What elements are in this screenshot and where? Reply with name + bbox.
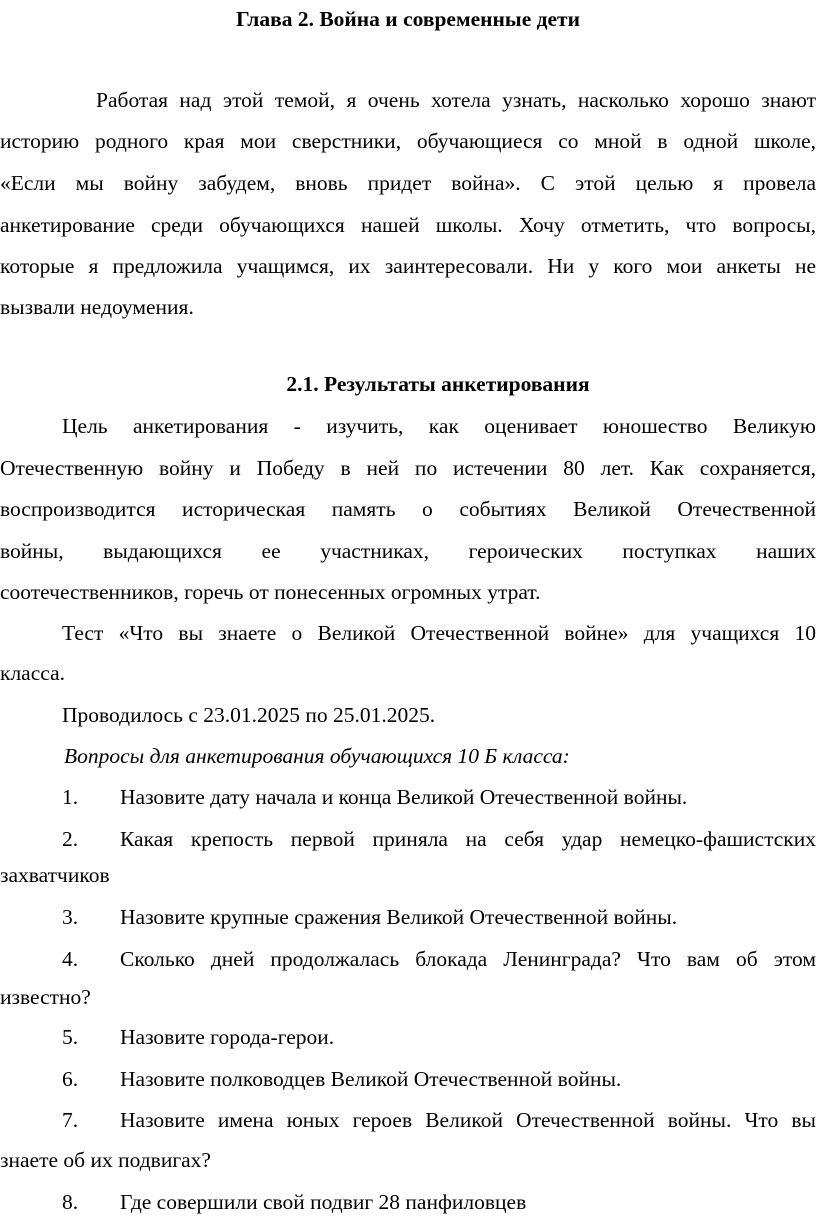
goal-line: Цель анкетирования - изучить, как оценивает юношество Великую	[62, 414, 816, 438]
question-text: Назовите имена юных героев Великой Отечественной войны. Что вы	[120, 1108, 816, 1132]
intro-line: историю родного края мои сверстники, обучающиеся со мной в одной школе,	[0, 129, 816, 153]
goal-line: соотечественников, горечь от понесенных огромных утрат.	[0, 580, 541, 604]
question-number: 4.	[62, 947, 79, 971]
survey-dates: Проводилось с 23.01.2025 по 25.01.2025.	[62, 703, 436, 727]
question-text: Сколько дней продолжалась блокада Ленинграда? Что вам об этом	[120, 947, 816, 971]
intro-line: «Если мы войну забудем, вновь придет война». С этой целью я провела	[0, 171, 816, 195]
question-number: 3.	[62, 905, 79, 929]
question-text: Назовите города-герои.	[120, 1025, 335, 1049]
question-number: 7.	[62, 1108, 79, 1132]
goal-line: воспроизводится историческая память о событиях Великой Отечественной	[0, 497, 816, 521]
question-text: Какая крепость первой приняла на себя удар немецко-фашистских	[120, 827, 816, 851]
intro-line: которые я предложила учащимся, их заинтересовали. Ни у кого мои анкеты не	[0, 254, 816, 278]
intro-line: вызвали недоумения.	[0, 295, 194, 319]
intro-line: Работая над этой темой, я очень хотела узнать, насколько хорошо знают	[96, 88, 816, 112]
chapter-title: Глава 2. Война и современные дети	[236, 7, 580, 31]
question-number: 6.	[62, 1067, 79, 1091]
question-text: Назовите полководцев Великой Отечественной войны.	[120, 1067, 622, 1091]
test-line: класса.	[0, 661, 65, 685]
section-title: 2.1. Результаты анкетирования	[286, 372, 590, 396]
question-text: Назовите дату начала и конца Великой Отечественной войны.	[120, 785, 688, 809]
questions-heading: Вопросы для анкетирования обучающихся 10 Б класса:	[64, 744, 570, 768]
test-line: Тест «Что вы знаете о Великой Отечественной войне» для учащихся 10	[62, 621, 816, 645]
question-number: 1.	[62, 785, 79, 809]
question-number: 2.	[62, 827, 79, 851]
question-number: 5.	[62, 1025, 79, 1049]
question-text-continued: захватчиков	[0, 863, 110, 887]
goal-line: Отечественную войну и Победу в ней по истечении 80 лет. Как сохраняется,	[0, 456, 816, 480]
question-text: Где совершили свой подвиг 28 панфиловцев	[120, 1190, 527, 1214]
goal-line: войны, выдающихся ее участниках, героических поступках наших	[0, 539, 816, 563]
question-number: 8.	[62, 1190, 79, 1214]
question-text-continued: известно?	[0, 985, 91, 1009]
intro-line: анкетирование среди обучающихся нашей школы. Хочу отметить, что вопросы,	[0, 213, 816, 237]
question-text: Назовите крупные сражения Великой Отечественной войны.	[120, 905, 678, 929]
question-text-continued: знаете об их подвигах?	[0, 1148, 211, 1172]
